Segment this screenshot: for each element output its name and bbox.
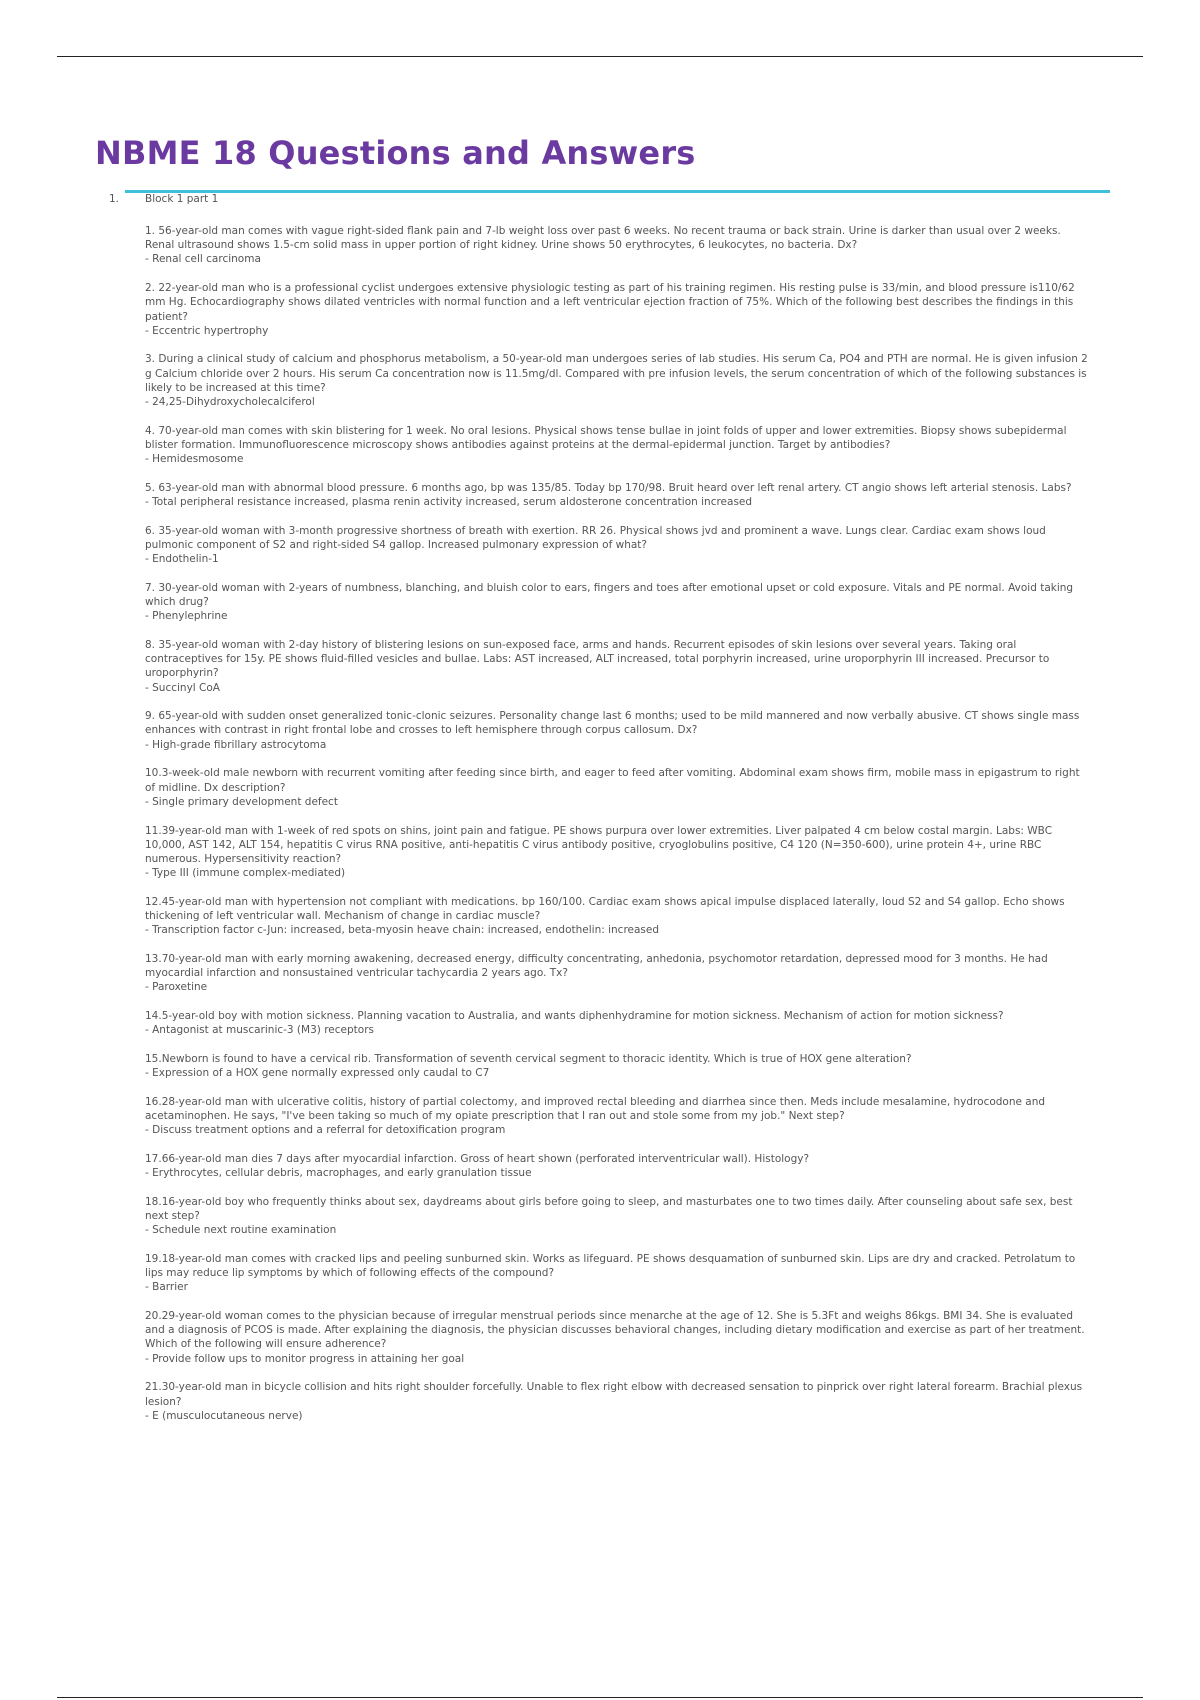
- footer-rule: [57, 1697, 1143, 1698]
- question-item: [145, 1309, 1090, 1366]
- question-text: 21.30-year-old man in bicycle collision and hits right shoulder forcefully. Unable to flex right elbow with decreased sensation to pinprick over right lateral forearm. Brachial plexus lesion?: [145, 1381, 1083, 1408]
- question-list: [145, 224, 1090, 1438]
- answer-text: - Total peripheral resistance increased, plasma renin activity increased, serum aldosterone concentration increased: [145, 496, 753, 509]
- question-item: [145, 424, 1090, 467]
- question-text: 1. 56-year-old man comes with vague right-sided flank pain and 7-lb weight loss over past 6 weeks. No recent trauma or back strain. Urine is darker than usual over 2 weeks. Renal ultrasound shows 1.5-cm solid mass in upper portion of right kidney. Urine shows 50 erythrocytes, 6 leukocytes, no bacteria. Dx?: [145, 225, 1061, 252]
- question-text: 11.39-year-old man with 1-week of red spots on shins, joint pain and fatigue. PE shows purpura over lower extremities. Liver palpated 4 cm below costal margin. Labs: WBC 10,000, AST 142, ALT 154, hepatitis C virus RNA positive, anti-hepatitis C virus antibody positive, cryoglobulins positive, C4 120 (N=350-600), urine protein 4+, urine RBC numerous. Hypersensitivity reaction?: [145, 824, 1053, 865]
- answer-text: - Schedule next routine examination: [145, 1224, 337, 1237]
- question-item: [145, 709, 1090, 752]
- answer-text: - Eccentric hypertrophy: [145, 324, 269, 337]
- question-text: 12.45-year-old man with hypertension not compliant with medications. bp 160/100. Cardiac exam shows apical impulse displaced laterally, loud S2 and S4 gallop. Echo shows thickening of left ventricular wall. Mechanism of change in cardiac muscle?: [145, 895, 1065, 923]
- block-label: Block 1 part 1: [145, 193, 219, 205]
- question-text: 13.70-year-old man with early morning awakening, decreased energy, difficulty concentrating, anhedonia, psychomotor retardation, depressed mood for 3 months. He had myocardial infarction and nonsustained ventricular tachycardia 2 years ago. Tx?: [145, 952, 1048, 980]
- answer-text: - Expression of a HOX gene normally expressed only caudal to C7: [145, 1067, 490, 1080]
- answer-text: - 24,25-Dihydroxycholecalciferol: [145, 396, 315, 409]
- question-item: [145, 766, 1090, 809]
- answer-text: - Renal cell carcinoma: [145, 253, 261, 266]
- question-text: 9. 65-year-old with sudden onset generalized tonic-clonic seizures. Personality change last 6 months; used to be mild mannered and now verbally abusive. CT shows single mass enhances with contrast in right frontal lobe and crosses to left hemisphere through corpus callosum. Dx?: [145, 710, 1080, 737]
- question-item: [145, 281, 1090, 338]
- question-item: [145, 1152, 1090, 1180]
- question-text: 15.Newborn is found to have a cervical rib. Transformation of seventh cervical segment to thoracic identity. Which is true of HOX gene alteration?: [145, 1052, 912, 1065]
- question-text: 18.16-year-old boy who frequently thinks about sex, daydreams about girls before going to sleep, and masturbates one to two times daily. After counseling about safe sex, best next step?: [145, 1195, 1073, 1223]
- question-item: [145, 824, 1090, 881]
- answer-text: - Antagonist at muscarinic-3 (M3) receptors: [145, 1024, 374, 1037]
- question-item: [145, 352, 1090, 409]
- answer-text: - Type III (immune complex-mediated): [145, 867, 346, 880]
- answer-text: - Transcription factor c-Jun: increased, beta-myosin heave chain: increased, endothelin: increased: [145, 924, 660, 937]
- answer-text: - Endothelin-1: [145, 553, 219, 566]
- question-item: [145, 224, 1090, 267]
- answer-text: - Barrier: [145, 1281, 188, 1294]
- question-item: [145, 638, 1090, 695]
- answer-text: - Hemidesmosome: [145, 453, 244, 466]
- question-text: 10.3-week-old male newborn with recurrent vomiting after feeding since birth, and eager to feed after vomiting. Abdominal exam shows firm, mobile mass in epigastrum to right of midline. Dx description?: [145, 767, 1080, 794]
- question-text: 20.29-year-old woman comes to the physician because of irregular menstrual periods since menarche at the age of 12. She is 5.3Ft and weighs 86kgs. BMI 34. She is evaluated and a diagnosis of PCOS is made. After explaining the diagnosis, the physician discusses behavioral changes, including dietary modification and exercise as part of her treatment. Which of the following will ensure adherence?: [145, 1310, 1085, 1351]
- question-item: [145, 1380, 1090, 1423]
- answer-text: - High-grade fibrillary astrocytoma: [145, 738, 327, 751]
- answer-text: - Provide follow ups to monitor progress in attaining her goal: [145, 1352, 465, 1365]
- answer-text: - Discuss treatment options and a referral for detoxification program: [145, 1124, 506, 1137]
- question-item: [145, 524, 1090, 567]
- question-text: 3. During a clinical study of calcium and phosphorus metabolism, a 50-year-old man undergoes series of lab studies. His serum Ca, PO4 and PTH are normal. He is given infusion 2 g Calcium chloride over 2 hours. His serum Ca concentration now is 11.5mg/dl. Compared with pre infusion levels, the serum concentration of which of the following substances is likely to be increased at this time?: [145, 353, 1088, 394]
- question-item: [145, 581, 1090, 624]
- answer-text: - Erythrocytes, cellular debris, macrophages, and early granulation tissue: [145, 1167, 532, 1180]
- question-text: 4. 70-year-old man comes with skin blistering for 1 week. No oral lesions. Physical shows tense bullae in joint folds of upper and lower extremities. Biopsy shows subepidermal blister formation. Immunofluorescence microscopy shows antibodies against proteins at the dermal-epidermal junction. Target by antibodies?: [145, 424, 1067, 451]
- question-text: 16.28-year-old man with ulcerative colitis, history of partial colectomy, and improved rectal bleeding and diarrhea since then. Meds include mesalamine, hydrocodone and acetaminophen. He says, "I've been taking so much of my opiate prescription that I ran out and stole some from my job." Next step?: [145, 1095, 1046, 1123]
- question-item: [145, 1195, 1090, 1238]
- header-rule: [57, 56, 1143, 57]
- question-text: 2. 22-year-old man who is a professional cyclist undergoes extensive physiologic testing as part of his training regimen. His resting pulse is 33/min, and blood pressure is110/62 mm Hg. Echocardiography shows dilated ventricles with normal function and a left ventricular ejection fraction of 75%. Which of the following best describes the findings in this patient?: [145, 282, 1075, 323]
- answer-text: - Single primary development defect: [145, 795, 338, 808]
- question-item: [145, 1252, 1090, 1295]
- question-text: 7. 30-year-old woman with 2-years of numbness, blanching, and bluish color to ears, fingers and toes after emotional upset or cold exposure. Vitals and PE normal. Avoid taking which drug?: [145, 581, 1074, 609]
- question-item: [145, 1052, 1090, 1080]
- question-item: [145, 1009, 1090, 1037]
- question-text: 5. 63-year-old man with abnormal blood pressure. 6 months ago, bp was 135/85. Today bp 170/98. Bruit heard over left renal artery. CT angio shows left arterial stenosis. Labs?: [145, 481, 1072, 494]
- question-item: [145, 1095, 1090, 1138]
- question-item: [145, 481, 1090, 509]
- question-text: 8. 35-year-old woman with 2-day history of blistering lesions on sun-exposed face, arms and hands. Recurrent episodes of skin lesions over several years. Taking oral contraceptives for 15y. PE shows fluid-filled vesicles and bullae. Labs: AST increased, ALT increased, total porphyrin increased, urine uroporphyrin III increased. Precursor to uroporphyrin?: [145, 638, 1050, 680]
- question-text: 14.5-year-old boy with motion sickness. Planning vacation to Australia, and wants diphenhydramine for motion sickness. Mechanism of action for motion sickness?: [145, 1010, 1004, 1023]
- question-text: 6. 35-year-old woman with 3-month progressive shortness of breath with exertion. RR 26. Physical shows jvd and prominent a wave. Lungs clear. Cardiac exam shows loud pulmonic component of S2 and right-sided S4 gallop. Increased pulmonary expression of what?: [145, 524, 1046, 551]
- question-item: [145, 952, 1090, 995]
- title-underline: [125, 190, 1110, 193]
- answer-text: - Succinyl CoA: [145, 681, 220, 694]
- answer-text: - Phenylephrine: [145, 610, 228, 623]
- question-text: 17.66-year-old man dies 7 days after myocardial infarction. Gross of heart shown (perforated interventricular wall). Histology?: [145, 1152, 810, 1165]
- question-item: [145, 895, 1090, 938]
- document-title: NBME 18 Questions and Answers: [95, 134, 696, 172]
- answer-text: - Paroxetine: [145, 981, 208, 994]
- question-text: 19.18-year-old man comes with cracked lips and peeling sunburned skin. Works as lifeguard. PE shows desquamation of sunburned skin. Lips are dry and cracked. Petrolatum to lips may reduce lip symptoms by which of following effects of the compound?: [145, 1252, 1076, 1280]
- answer-text: - E (musculocutaneous nerve): [145, 1409, 303, 1422]
- list-number: 1.: [109, 193, 120, 205]
